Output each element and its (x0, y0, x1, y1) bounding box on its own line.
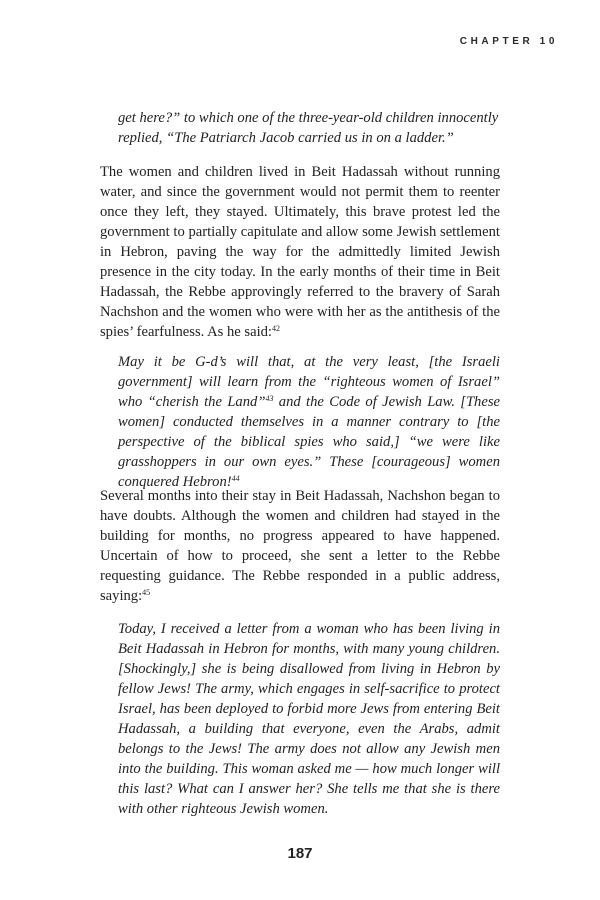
body-paragraph (100, 486, 500, 606)
block-quote (118, 619, 500, 819)
quote-text: and the Code of Jewish Law. [These women] conducted themselves in a manner contrary to [the perspective of the biblical spies who said,] “we were like grasshoppers in our own eyes.” These [courageous] women conquered Hebron! (118, 394, 500, 490)
block-quote-continued (118, 108, 500, 148)
running-head: CHAPTER 10 (459, 36, 558, 47)
paragraph-text: Several months into their stay in Beit Hadassah, Nachshon began to have doubts. Although the women and children had stayed in the building for months, no progress appeared to have happened. Uncertain of how to proceed, she sent a letter to the Rebbe requesting guidance. The Rebbe responded in a public address, saying: (100, 488, 500, 604)
block-quote (118, 352, 500, 492)
paragraph-text: The women and children lived in Beit Hadassah without running water, and since the government would not permit them to reenter once they left, they stayed. Ultimately, this brave protest led the government to partially capitulate and allow some Jewish settlement in Hebron, paving the way for the admittedly limited Jewish presence in the city today. In the early months of their time in Beit Hadassah, the Rebbe approvingly referred to the bravery of Sarah Nachshon and the women who were with her as the antithesis of the spies’ fearfulness. As he said: (100, 164, 500, 340)
quote-text: May it be G-d’s will that, at the very least, [the Israeli government] will learn from the “righteous women of Israel” who “cherish the Land” (118, 354, 500, 410)
quote-text: Today, I received a letter from a woman who has been living in Beit Hadassah in Hebron for months, with many young children. [Shockingly,] she is being disallowed from living in Hebron by fellow Jews! The army, which engages in self-sacrifice to protect Israel, has been deployed to forbid more Jews from entering Beit Hadassah, a building that everyone, even the Arabs, admit belongs to the Jews! The army does not allow any Jewish men into the building. This woman asked me — how much longer will this last? What can I answer her? She tells me that she is there with other righteous Jewish women. (118, 621, 500, 817)
footnote-ref[interactable]: 42 (271, 324, 280, 333)
footnote-ref[interactable]: 44 (231, 474, 240, 483)
body-paragraph (100, 162, 500, 342)
page-number: 187 (287, 845, 313, 862)
quote-text: get here?” to which one of the three-year-old children innocently replied, “The Patriarch Jacob carried us in on a ladder.” (118, 110, 499, 146)
footnote-ref[interactable]: 45 (142, 588, 151, 597)
footnote-ref[interactable]: 43 (265, 394, 274, 403)
